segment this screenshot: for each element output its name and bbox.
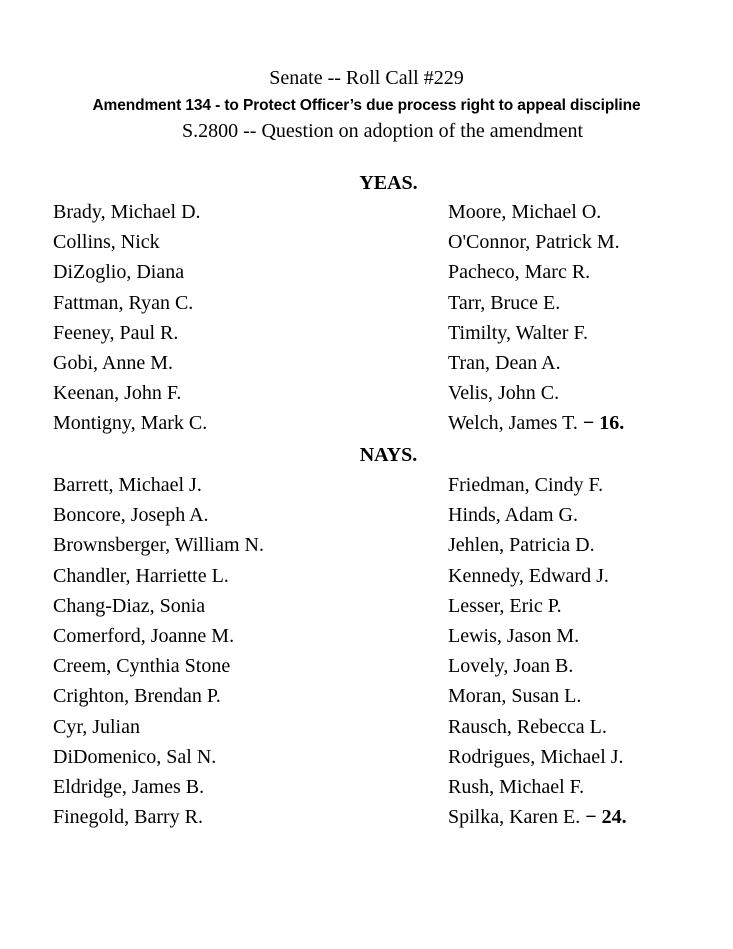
- yea-name: Tarr, Bruce E.: [448, 291, 561, 314]
- yea-name: Pacheco, Marc R.: [448, 261, 591, 284]
- nay-name: Lovely, Joan B.: [448, 655, 574, 678]
- nay-name: Creem, Cynthia Stone: [53, 655, 231, 678]
- yea-name: Collins, Nick: [53, 231, 160, 254]
- nay-name: Barrett, Michael J.: [53, 474, 202, 496]
- nay-name: Chandler, Harriette L.: [53, 564, 229, 587]
- nay-name: Chang-Diaz, Sonia: [53, 594, 206, 617]
- yeas-right-column: [448, 197, 624, 439]
- nay-name: Rausch, Rebecca L.: [448, 715, 607, 738]
- yea-name: Timilty, Walter F.: [448, 321, 588, 344]
- yea-name: Velis, John C.: [448, 382, 560, 405]
- nay-name: Kennedy, Edward J.: [448, 564, 609, 587]
- yea-name: Brady, Michael D.: [53, 201, 201, 223]
- yea-name: Montigny, Mark C.: [53, 412, 208, 435]
- document-title: Senate -- Roll Call #229: [269, 67, 464, 89]
- nay-name-last: [448, 802, 627, 832]
- yea-name: Tran, Dean A.: [448, 351, 561, 374]
- yea-name: Gobi, Anne M.: [53, 351, 173, 374]
- nays-tally: − 24.: [585, 806, 627, 829]
- nay-name: Moran, Susan L.: [448, 685, 582, 708]
- yea-name: Moore, Michael O.: [448, 201, 602, 223]
- nay-name: Cyr, Julian: [53, 715, 140, 738]
- nay-name: Friedman, Cindy F.: [448, 474, 604, 496]
- nay-name: Hinds, Adam G.: [448, 504, 578, 527]
- yeas-tally: − 16.: [582, 412, 625, 435]
- yea-name: DiZoglio, Diana: [53, 261, 185, 284]
- nay-name: Brownsberger, William N.: [53, 534, 264, 557]
- yeas-left-column: [53, 197, 207, 439]
- nay-name: DiDomenico, Sal N.: [53, 745, 217, 768]
- yea-name: Keenan, John F.: [53, 382, 182, 405]
- nay-name: Lesser, Eric P.: [448, 594, 562, 617]
- yea-name: Fattman, Ryan C.: [53, 291, 194, 314]
- yea-name: O'Connor, Patrick M.: [448, 231, 620, 254]
- nay-name: Finegold, Barry R.: [53, 806, 203, 829]
- yea-name: Feeney, Paul R.: [53, 321, 179, 344]
- nay-last-name: Spilka, Karen E.: [448, 806, 586, 829]
- nay-name: Jehlen, Patricia D.: [448, 534, 595, 557]
- nays-right-column: [448, 470, 627, 832]
- nay-name: Rush, Michael F.: [448, 775, 585, 798]
- amendment-subtitle: Amendment 134 - to Protect Officer’s due process right to appeal discipline: [92, 97, 641, 114]
- yea-name-last: [448, 408, 624, 438]
- nays-heading: NAYS.: [359, 444, 418, 466]
- question-line: S.2800 -- Question on adoption of the amendment: [182, 120, 584, 142]
- nay-name: Rodrigues, Michael J.: [448, 745, 624, 768]
- nay-name: Crighton, Brendan P.: [53, 685, 221, 708]
- nay-name: Comerford, Joanne M.: [53, 624, 235, 647]
- yea-last-name: Welch, James T.: [448, 412, 583, 435]
- nay-name: Boncore, Joseph A.: [53, 504, 209, 527]
- nays-left-column: [53, 470, 264, 832]
- nay-name: Lewis, Jason M.: [448, 624, 580, 647]
- yeas-heading: YEAS.: [359, 172, 418, 194]
- nay-name: Eldridge, James B.: [53, 775, 205, 798]
